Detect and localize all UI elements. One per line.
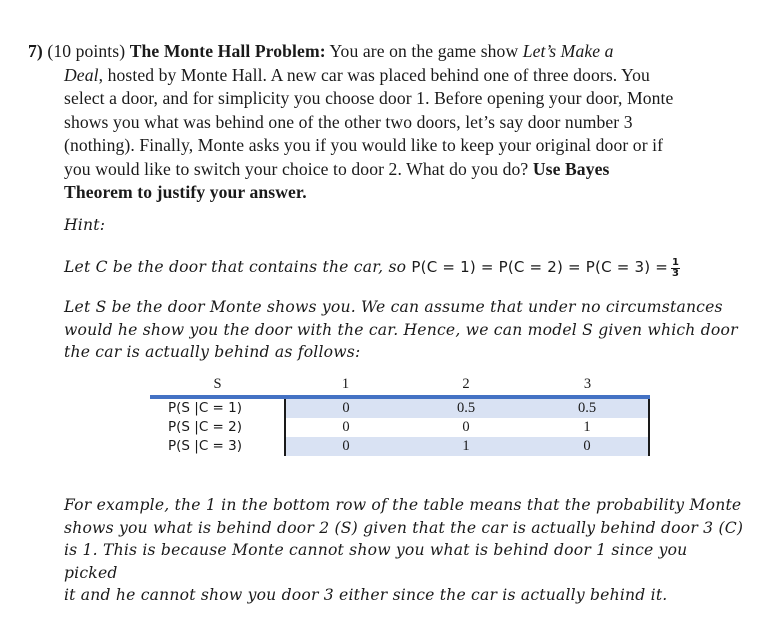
- table-header-row: [150, 374, 649, 397]
- hint-s-definition: Let S be the door Monte shows you. We can assume that under no circumstances would he show you the door with the car. Hence, we can model S given which door the car is actually behind as follows:: [64, 298, 738, 361]
- show-name: Let’s Make a: [522, 41, 614, 61]
- problem-line-4: shows you what was behind one of the other two doors, let’s say door number 3: [64, 111, 633, 132]
- example-paragraph: For example, the 1 in the bottom row of the table means that the probability Monte shows you what is behind door 2 (S) given that the car is actually behind door 3 (C) is 1. This is because Monte cannot show you what is behind door 1 since you picked it and he cannot show you door 3 either since the car is actually behind it.: [64, 496, 744, 604]
- row-label: P(S |C = 2): [168, 419, 242, 435]
- problem-points: (10 points): [47, 41, 126, 61]
- table-header-cell: 1: [285, 374, 406, 397]
- problem-title: The Monte Hall Problem:: [129, 41, 326, 61]
- table-row: [150, 437, 649, 456]
- problem-line-3: select a door, and for simplicity you choose door 1. Before opening your door, Monte: [64, 88, 674, 108]
- table-row: [150, 418, 649, 437]
- table-cell: 0: [526, 437, 649, 456]
- table-cell: 0.5: [406, 397, 526, 418]
- table-row: [150, 397, 649, 418]
- row-label: P(S |C = 1): [150, 397, 285, 418]
- probability-equation: P(C = 1) = P(C = 2) = P(C = 3) =: [411, 258, 668, 276]
- table-cell: 0.5: [526, 397, 649, 418]
- table-header-cell: S: [150, 374, 285, 397]
- probability-table: [150, 374, 650, 456]
- table-cell: 0: [285, 437, 406, 456]
- problem-line-7: Theorem to justify your answer.: [64, 182, 307, 202]
- table-cell: 1: [526, 418, 649, 437]
- problem-line-1: 7) (10 points) The Monte Hall Problem: You are on the game show Let’s Make a: [28, 41, 614, 61]
- hint-label: Hint:: [64, 216, 106, 234]
- row-label: P(S |C = 3): [150, 437, 285, 456]
- table-cell: 0: [285, 397, 406, 418]
- instruction: Use Bayes: [532, 158, 610, 179]
- table-header-cell: 3: [526, 374, 649, 397]
- problem-line-2: Deal, hosted by Monte Hall. A new car was placed behind one of three doors. You: [64, 64, 650, 85]
- problem-number: 7): [28, 41, 43, 61]
- problem-statement: [28, 40, 740, 205]
- table-cell: 1: [406, 437, 526, 456]
- table-cell: 0: [462, 419, 470, 435]
- table-cell: 0: [285, 418, 406, 437]
- hint-c-definition: Let C be the door that contains the car, so P(C = 1) = P(C = 2) = P(C = 3) = $\frac{1}{3}$: [64, 256, 680, 279]
- table-header-cell: 2: [406, 374, 526, 397]
- one-third-fraction: $\frac{1}{3}$: [671, 256, 680, 279]
- problem-line-5: (nothing). Finally, Monte asks you if you would like to keep your original door or if: [64, 135, 664, 155]
- problem-line-6: you would like to switch your choice to door 2. What do you do? Use Bayes: [64, 158, 610, 179]
